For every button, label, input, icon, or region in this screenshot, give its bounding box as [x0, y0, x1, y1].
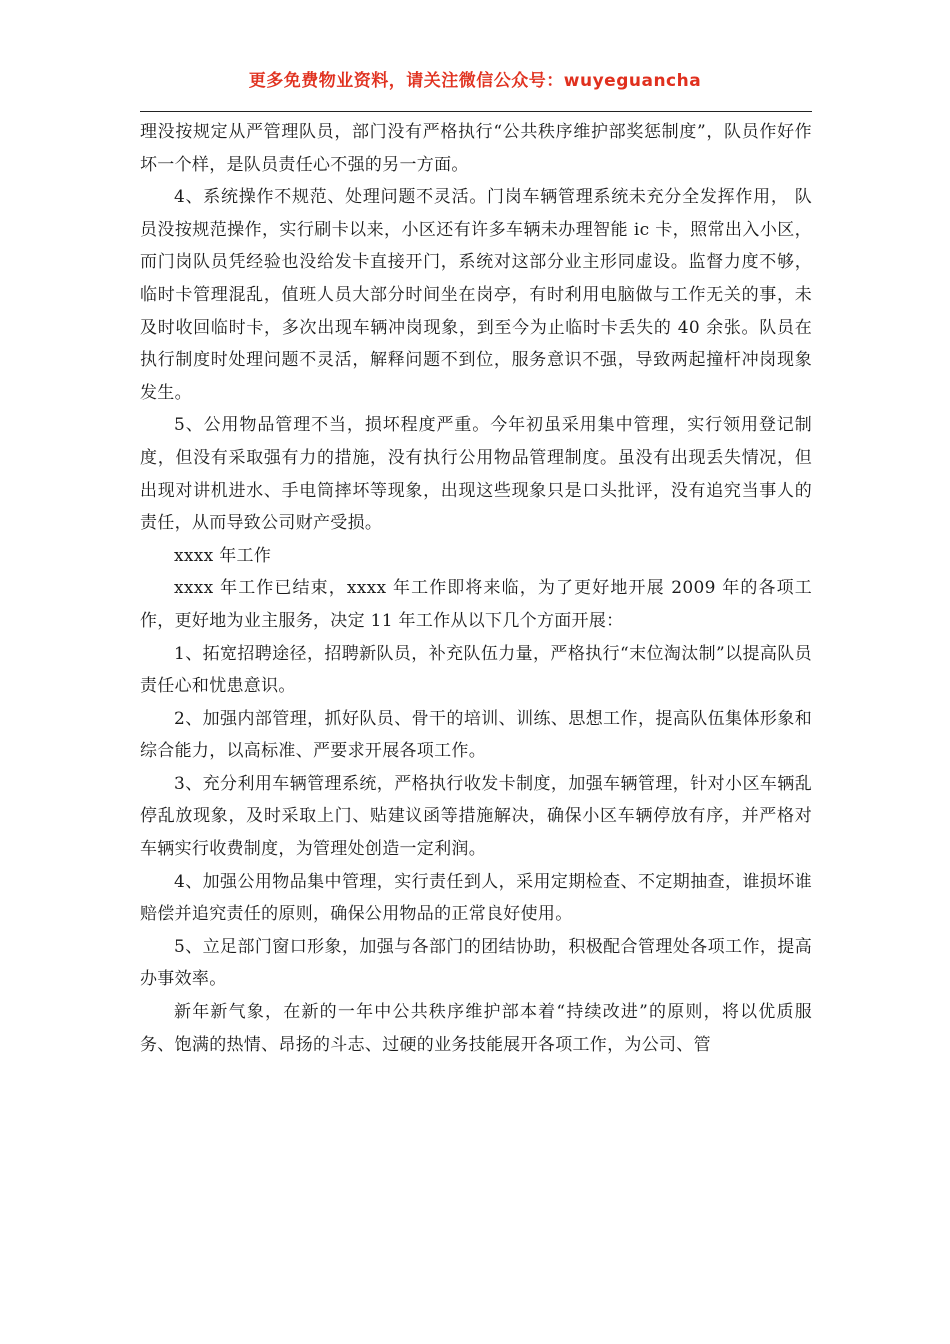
section-heading: xxxx 年工作 [174, 545, 272, 566]
paragraph-4: xxxx 年工作已结束，xxxx 年工作即将来临，为了更好地开展 2009 年的各项工作，更好地为业主服务，决定 11 年工作从以下几个方面开展： [140, 578, 812, 631]
header-divider [140, 111, 812, 112]
plan-item-4: 4、加强公用物品集中管理，实行责任到人，采用定期检查、不定期抽查，谁损坏谁赔偿并追究责任的原则，确保公用物品的正常良好使用。 [140, 871, 812, 925]
plan-item-5: 5、立足部门窗口形象，加强与各部门的团结协助，积极配合管理处各项工作，提高办事效率。 [140, 936, 812, 990]
paragraph-1: 4、系统操作不规范、处理问题不灵活。门岗车辆管理系统未充分全发挥作用， 队员没按规范操作，实行刷卡以来，小区还有许多车辆未办理智能 ic 卡，照常出入小区，而门岗队员凭经验也没给发卡直接开门，系统对这部分业主形同虚设。监督力度不够，临时卡管理混乱，值班人员大部分时间坐在岗亭，有时利用电脑做与工作无关的事，未及时收回临时卡，多次出现车辆冲岗现象，到至今为止临时卡丢失的 40 余张。队员在执行制度时处理问题不灵活，解释问题不到位，服务意识不强，导致两起撞杆冲岗现象发生。 [140, 187, 812, 403]
closing-paragraph: 新年新气象，在新的一年中公共秩序维护部本着“持续改进”的原则，将以优质服务、饱满的热情、昂扬的斗志、过硬的业务技能展开各项工作，为公司、管 [140, 1002, 812, 1055]
document-body [140, 116, 812, 1061]
paragraph-0: 理没按规定从严管理队员，部门没有严格执行“公共秩序维护部奖惩制度”，队员作好作坏一个样，是队员责任心不强的另一方面。 [140, 122, 812, 175]
plan-item-3: 3、充分利用车辆管理系统，严格执行收发卡制度，加强车辆管理，针对小区车辆乱停乱放现象，及时采取上门、贴建议函等措施解决，确保小区车辆停放有序，并严格对车辆实行收费制度，为管理处创造一定利润。 [140, 773, 812, 860]
promo-banner: 更多免费物业资料，请关注微信公众号：wuyeguancha [248, 71, 702, 91]
plan-item-1: 1、拓宽招聘途径，招聘新队员，补充队伍力量，严格执行“末位淘汰制”以提高队员责任心和忧患意识。 [140, 643, 812, 697]
plan-item-2: 2、加强内部管理，抓好队员、骨干的培训、训练、思想工作，提高队伍集体形象和综合能力，以高标准、严要求开展各项工作。 [140, 708, 812, 762]
paragraph-2: 5、公用物品管理不当，损坏程度严重。今年初虽采用集中管理，实行领用登记制度，但没有采取强有力的措施，没有执行公用物品管理制度。虽没有出现丢失情况，但出现对讲机进水、手电筒摔坏等现象，出现这些现象只是口头批评，没有追究当事人的责任，从而导致公司财产受损。 [140, 415, 812, 534]
